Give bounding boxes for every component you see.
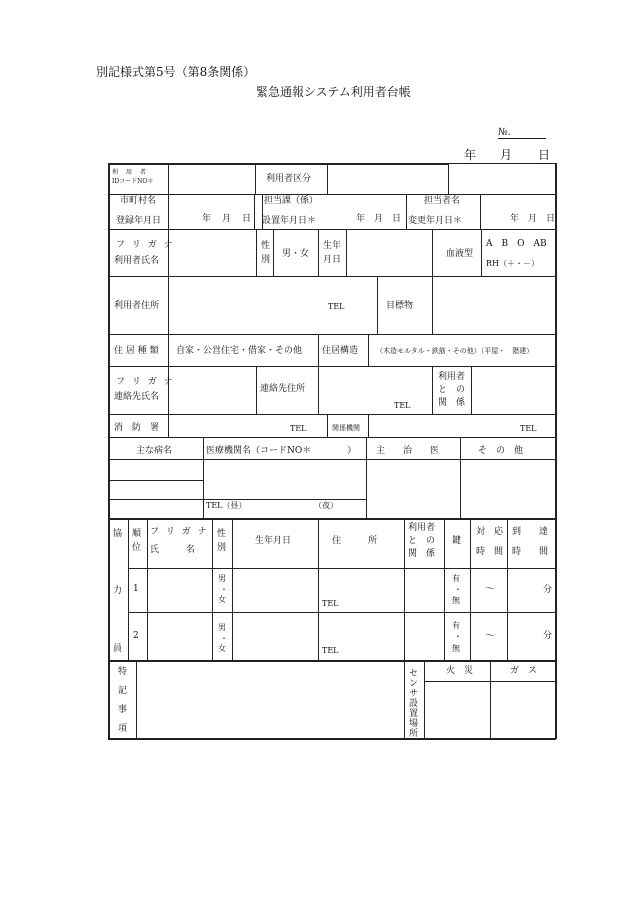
grid-line [444, 518, 445, 660]
grid-line [255, 163, 256, 194]
sensor-location-label: センサ設置場所 [407, 668, 417, 738]
user-class-label: 利用者区分 [266, 174, 312, 184]
grid-line [147, 518, 148, 660]
grid-line [490, 660, 491, 739]
contact-relation-2: と の [438, 385, 466, 395]
fire-sensor-label: 火 災 [446, 666, 474, 676]
grid-line [108, 738, 556, 740]
tel-day-label: TEL（昼） [206, 501, 247, 510]
sex-value: 男・女 [282, 249, 310, 259]
sex-label-1: 性 [261, 241, 271, 251]
grid-line [128, 612, 556, 613]
special-notes-4: 項 [118, 724, 128, 734]
response-time-2: 時 間 [476, 547, 504, 557]
grid-line [327, 163, 328, 194]
grid-line [136, 660, 137, 739]
fire-tel-label: TEL [290, 424, 307, 433]
grid-line [256, 229, 257, 276]
user-tel-label: TEL [328, 302, 345, 311]
grid-line [212, 518, 213, 660]
disease-label: 主な病名 [136, 446, 173, 456]
coop-relation-1: 利用者 [408, 523, 436, 533]
grid-line [108, 366, 556, 367]
grid-line [273, 229, 274, 276]
coop1-min: 分 [543, 585, 553, 595]
grid-line [254, 194, 255, 229]
coop2-sex-dot: ・ [220, 634, 228, 643]
grid-line [406, 194, 407, 229]
special-notes-2: 記 [118, 686, 128, 696]
reg-month: 月 [222, 214, 232, 224]
coop1-tilde: ～ [485, 584, 495, 595]
grid-line [377, 276, 378, 334]
user-name-label: 利用者氏名 [114, 256, 160, 266]
grid-line [366, 437, 367, 518]
page-title: 緊急通報システム利用者台帳 [256, 85, 411, 99]
coop2-sex-f: 女 [218, 644, 226, 653]
grid-line [128, 518, 129, 660]
arrival-time-2: 時 間 [512, 547, 549, 557]
grid-line [232, 518, 233, 660]
grid-line [108, 518, 556, 520]
gas-sensor-label: ガ ス [510, 666, 538, 676]
grid-line [108, 276, 556, 277]
contact-address-label: 連絡先住所 [260, 384, 306, 394]
sex-label-2: 別 [261, 255, 271, 265]
grid-line [470, 518, 471, 660]
change-day: 日 [546, 214, 556, 224]
number-label: №. [498, 127, 511, 138]
rh-factor: RH（＋・－） [486, 259, 539, 268]
grid-line [168, 163, 169, 194]
grid-line [108, 459, 556, 460]
grid-line [318, 334, 319, 366]
structure-label: 住居構造 [322, 346, 359, 356]
coop-sex-2: 別 [217, 543, 227, 553]
contact-name-label: 連絡先氏名 [114, 392, 160, 402]
coop-relation-3: 関 係 [408, 549, 436, 559]
coop-sex-1: 性 [217, 529, 227, 539]
arrival-time-1: 到 達 [512, 527, 549, 537]
grid-line [471, 366, 472, 414]
person-label: 担当者名 [424, 196, 461, 206]
grid-line [480, 194, 481, 229]
grid-line [448, 163, 556, 164]
user-address-label: 利用者住所 [114, 301, 160, 311]
doctor-label: 主 治 医 [376, 446, 440, 456]
special-notes-3: 事 [118, 705, 128, 715]
coop2-tilde: ～ [485, 631, 495, 642]
grid-line [168, 229, 169, 276]
grid-line [555, 163, 557, 739]
housing-type-options: 自家・公営住宅・借家・その他 [176, 346, 303, 356]
grid-line [368, 334, 369, 366]
grid-line [368, 414, 369, 437]
grid-line [346, 229, 347, 276]
other-label: そ の 他 [478, 446, 524, 456]
user-id-label-1: 利 用 者 [112, 169, 148, 176]
related-agency-label: 関係機関 [332, 424, 360, 432]
grid-line [108, 163, 110, 739]
coop2-sex-m: 男 [218, 623, 226, 632]
birth-label-2: 月日 [323, 255, 342, 265]
grid-line [432, 366, 433, 414]
grid-line [128, 568, 556, 569]
number-underline [498, 138, 546, 139]
grid-line [108, 194, 556, 195]
grid-line [108, 229, 556, 230]
special-notes-1: 特 [118, 667, 128, 677]
grid-line [481, 229, 482, 276]
coop-kana-label: フ リ ガ ナ [150, 527, 209, 537]
coop-side-2: 力 [113, 586, 123, 596]
section-label: 担当課（係） [264, 196, 319, 206]
coop-relation-2: と の [408, 536, 436, 546]
housing-type-label: 住 居 種 類 [114, 346, 159, 356]
contact-kana-label: フ リ ガ ナ [116, 377, 175, 387]
coop2-min: 分 [543, 631, 553, 641]
grid-line [203, 437, 204, 518]
grid-line [404, 518, 405, 660]
coop2-key-dot: ・ [454, 632, 462, 641]
form-reference: 別記様式第5号（第8条関係） [96, 65, 256, 79]
grid-line [108, 163, 448, 165]
grid-line [168, 276, 169, 334]
coop1-sex-f: 女 [218, 595, 226, 604]
grid-line [404, 660, 405, 739]
coop1-tel: TEL [322, 599, 339, 608]
contact-tel-label: TEL [394, 401, 411, 410]
grid-line [168, 334, 169, 366]
coop1-key-dot: ・ [454, 585, 462, 594]
setup-year: 年 [356, 214, 366, 224]
birth-label-1: 生年 [323, 241, 342, 251]
grid-line [168, 366, 169, 414]
setup-date-label: 設置年月日＊ [262, 216, 317, 226]
setup-month: 月 [374, 214, 384, 224]
grid-line [432, 276, 433, 334]
coop-side-1: 協 [113, 529, 123, 539]
contact-relation-3: 関 係 [438, 398, 466, 408]
grid-line [203, 499, 366, 500]
grid-line [318, 518, 319, 660]
order-label-2: 位 [132, 543, 142, 553]
municipality-label: 市町村名 [120, 196, 157, 206]
grid-line [108, 334, 556, 335]
blood-type-label: 血液型 [446, 249, 474, 259]
change-month: 月 [528, 214, 538, 224]
coop1-order: 1 [133, 584, 139, 594]
grid-line [460, 437, 461, 518]
blood-type-options: A B O AB [486, 239, 547, 249]
coop2-key-no: 無 [452, 644, 460, 653]
institution-label: 医療機関名（コードNO＊ ） [206, 446, 357, 456]
grid-line [108, 660, 556, 662]
grid-line [108, 437, 556, 438]
response-time-1: 対 応 [476, 527, 504, 537]
grid-line [256, 366, 257, 414]
fire-station-label: 消 防 署 [114, 423, 160, 433]
coop2-order: 2 [133, 631, 139, 641]
grid-line [318, 229, 319, 276]
date-day: 日 [538, 148, 551, 162]
coop-side-3: 員 [113, 644, 123, 654]
setup-day: 日 [392, 214, 402, 224]
coop-birth-label: 生年月日 [255, 536, 292, 546]
kana-label: フ リ ガ ナ [116, 240, 175, 250]
grid-line [108, 480, 203, 481]
reg-day: 日 [242, 214, 252, 224]
user-id-label-2: IDコードNO＊ [112, 178, 154, 185]
coop1-sex-m: 男 [218, 574, 226, 583]
grid-line [318, 366, 319, 414]
grid-line [507, 518, 508, 660]
change-year: 年 [510, 214, 520, 224]
change-date-label: 変更年月日＊ [408, 216, 463, 226]
coop1-key-yes: 有 [452, 574, 460, 583]
grid-line [448, 163, 449, 194]
date-month: 月 [500, 148, 513, 162]
grid-line [108, 499, 203, 500]
grid-line [327, 414, 328, 437]
reg-year: 年 [202, 214, 212, 224]
grid-line [108, 414, 556, 415]
key-label: 鍵 [452, 536, 462, 546]
coop1-sex-dot: ・ [220, 585, 228, 594]
coop-name-label: 氏 名 [150, 545, 196, 555]
grid-line [168, 194, 169, 229]
landmark-label: 目標物 [386, 301, 414, 311]
tel-night-label: （夜） [314, 501, 338, 510]
coop-address-label: 住 所 [332, 536, 378, 546]
structure-options: （木造モルタル・鉄筋・その他）（平屋・ 階建） [376, 347, 534, 355]
related-tel-label: TEL [520, 424, 537, 433]
contact-relation-1: 利用者 [438, 372, 466, 382]
registration-date-label: 登録年月日 [116, 216, 162, 226]
coop2-key-yes: 有 [452, 621, 460, 630]
date-year: 年 [464, 148, 477, 162]
grid-line [424, 660, 425, 739]
order-label-1: 順 [132, 529, 142, 539]
grid-line [432, 229, 433, 276]
coop2-tel: TEL [322, 646, 339, 655]
coop1-key-no: 無 [452, 596, 460, 605]
grid-line [168, 414, 169, 437]
grid-line [424, 681, 556, 682]
